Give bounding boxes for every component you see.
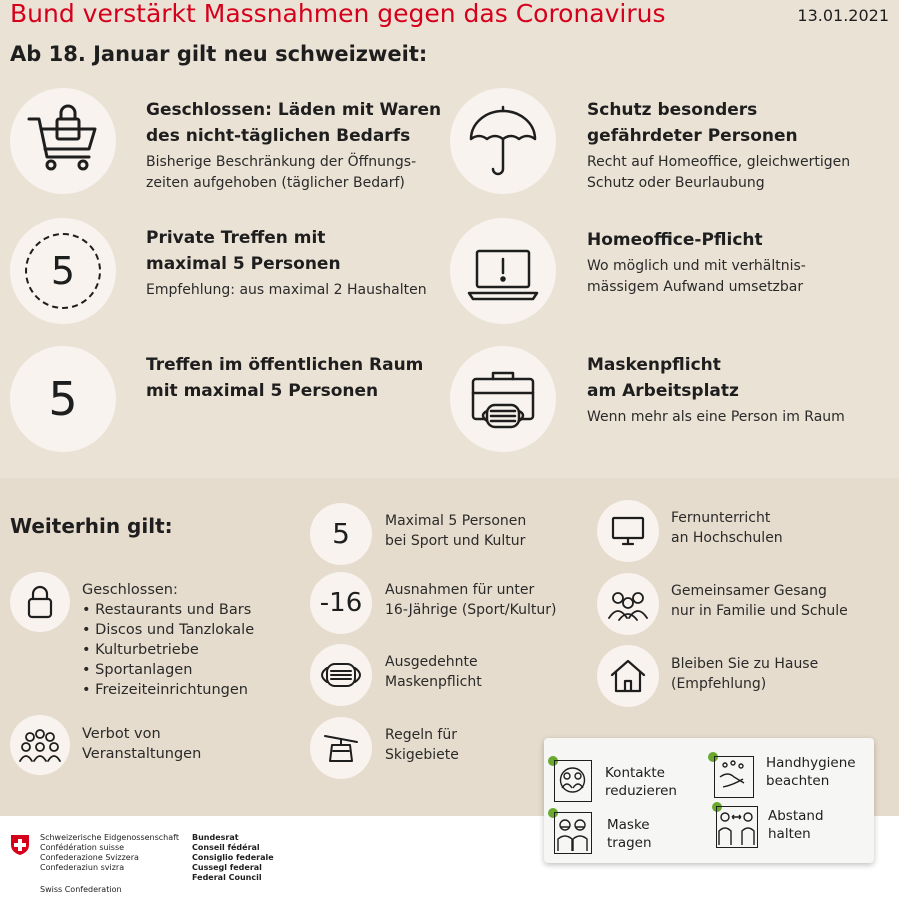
- mask-wearing-icon: [554, 812, 592, 854]
- swiss-coat-of-arms-icon: [10, 834, 30, 856]
- council-name: Federal Council: [192, 873, 262, 882]
- publish-date: 13.01.2021: [797, 6, 889, 25]
- laptop-warning-icon: [450, 218, 556, 324]
- measure-text: Ausgedehnte: [385, 654, 478, 670]
- swiss-confederation: Swiss Confederation: [40, 885, 122, 894]
- closed-item: • Freizeiteinrichtungen: [82, 682, 248, 698]
- confederation-name: Confederaziun svizra: [40, 863, 125, 872]
- measure-text: (Empfehlung): [671, 676, 767, 692]
- confederation-name: Confédération suisse: [40, 843, 125, 852]
- measure-heading: Maskenpflicht: [587, 355, 721, 375]
- measure-text: Maximal 5 Personen: [385, 513, 527, 529]
- measure-text: Gemeinsamer Gesang: [671, 583, 827, 599]
- closed-title: Geschlossen:: [82, 582, 178, 598]
- number-five: 5: [50, 249, 76, 293]
- contacts-reduce-icon: [554, 760, 592, 802]
- measure-text: mässigem Aufwand umsetzbar: [587, 279, 804, 295]
- measure-text: 16-Jährige (Sport/Kultur): [385, 602, 557, 618]
- number-5-icon: [10, 346, 116, 452]
- closed-item: • Restaurants und Bars: [82, 602, 252, 618]
- minus-16-icon: [310, 572, 372, 634]
- council-name: Consiglio federale: [192, 853, 274, 862]
- rule-text: reduzieren: [605, 783, 677, 799]
- measure-text: Bleiben Sie zu Hause: [671, 656, 819, 672]
- measure-heading: Schutz besonders: [587, 100, 758, 120]
- measure-heading: Geschlossen: Läden mit Waren: [146, 100, 442, 120]
- measure-text: Fernunterricht: [671, 510, 771, 526]
- distance-icon: [716, 806, 758, 848]
- shopping-cart-lock-icon: [10, 88, 116, 194]
- monitor-icon: [597, 500, 659, 562]
- confederation-name: Schweizerische Eidgenossenschaft: [40, 833, 179, 842]
- number-five: 5: [48, 372, 78, 426]
- measure-text: Wo möglich und mit verhältnis-: [587, 258, 806, 274]
- page-title: Bund verstärkt Massnahmen gegen das Coronavirus: [10, 0, 666, 28]
- events-text: Verbot von: [82, 726, 161, 742]
- rule-text: Handhygiene: [766, 755, 856, 771]
- measure-heading: mit maximal 5 Personen: [146, 381, 379, 401]
- measure-heading: gefährdeter Personen: [587, 126, 798, 146]
- measure-heading: des nicht-täglichen Bedarfs: [146, 126, 411, 146]
- closed-item: • Kulturbetriebe: [82, 642, 199, 658]
- number-5-dashed-icon: [10, 218, 116, 324]
- number-minus-sixteen: -16: [319, 588, 363, 618]
- face-mask-icon: [310, 644, 372, 706]
- council-name: Bundesrat: [192, 833, 239, 842]
- number-5-small-icon: [310, 503, 372, 565]
- number-five: 5: [332, 517, 350, 550]
- closed-item: • Sportanlagen: [82, 662, 193, 678]
- hygiene-rules-card: [544, 738, 874, 863]
- rule-text: halten: [768, 826, 811, 842]
- measure-text: an Hochschulen: [671, 530, 783, 546]
- measure-heading: Homeoffice-Pflicht: [587, 230, 763, 250]
- measure-text: Wenn mehr als eine Person im Raum: [587, 409, 845, 425]
- measure-text: Recht auf Homeoffice, gleichwertigen: [587, 154, 851, 170]
- rule-text: tragen: [607, 835, 652, 851]
- events-text: Veranstaltungen: [82, 746, 202, 762]
- cable-car-icon: [310, 717, 372, 779]
- measure-text: Skigebiete: [385, 747, 459, 763]
- measure-text: zeiten aufgehoben (täglicher Bedarf): [146, 175, 405, 191]
- section-subtitle: Ab 18. Januar gilt neu schweizweit:: [10, 42, 428, 66]
- continuing-heading: Weiterhin gilt:: [10, 514, 173, 538]
- crowd-icon: [10, 715, 70, 775]
- singing-group-icon: [597, 573, 659, 635]
- rule-text: Maske: [607, 817, 650, 833]
- measure-text: Ausnahmen für unter: [385, 582, 535, 598]
- hand-hygiene-icon: [714, 756, 754, 798]
- padlock-icon: [10, 572, 70, 632]
- measure-text: Schutz oder Beurlaubung: [587, 175, 765, 191]
- measure-text: Bisherige Beschränkung der Öffnungs-: [146, 154, 417, 170]
- rule-text: Kontakte: [605, 765, 665, 781]
- measure-text: Empfehlung: aus maximal 2 Haushalten: [146, 282, 427, 298]
- council-name: Conseil fédéral: [192, 843, 260, 852]
- council-name: Cussegl federal: [192, 863, 262, 872]
- measure-heading: maximal 5 Personen: [146, 254, 341, 274]
- measure-text: Maskenpflicht: [385, 674, 482, 690]
- measure-text: Regeln für: [385, 727, 457, 743]
- house-icon: [597, 645, 659, 707]
- rule-text: Abstand: [768, 808, 824, 824]
- confederation-name: Confederazione Svizzera: [40, 853, 139, 862]
- measure-heading: Treffen im öffentlichen Raum: [146, 355, 424, 375]
- rule-text: beachten: [766, 773, 830, 789]
- umbrella-icon: [450, 88, 556, 194]
- measure-text: nur in Familie und Schule: [671, 603, 848, 619]
- measure-heading: Private Treffen mit: [146, 228, 326, 248]
- briefcase-mask-icon: [450, 346, 556, 452]
- measure-text: bei Sport und Kultur: [385, 533, 526, 549]
- measure-heading: am Arbeitsplatz: [587, 381, 739, 401]
- closed-item: • Discos und Tanzlokale: [82, 622, 255, 638]
